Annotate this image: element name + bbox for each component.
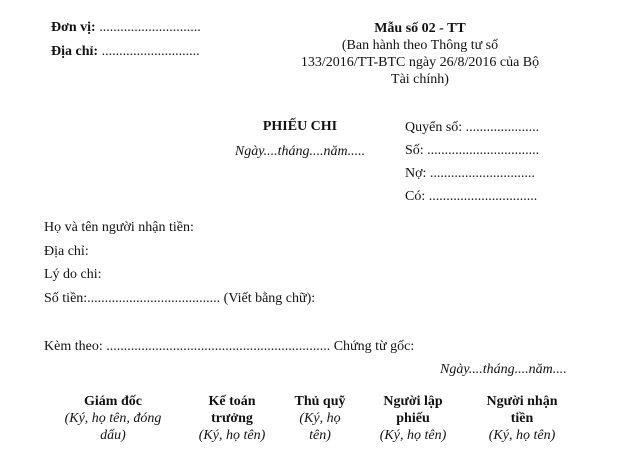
page-title: PHIẾU CHI <box>262 119 338 134</box>
unit-field <box>51 19 201 37</box>
issued-line-3: Tài chính) <box>391 72 449 87</box>
issued-line-1: (Ban hành theo Thông tư số <box>341 38 499 53</box>
address-label: Địa chỉ: <box>51 44 99 59</box>
issued-line-2: 133/2016/TT-BTC ngày 26/8/2016 của Bộ <box>300 55 540 70</box>
sign-date: Ngày....tháng....năm.... <box>440 362 567 377</box>
attached-docs: Kèm theo: ................................................................ Chứng từ gốc: <box>44 339 415 354</box>
signature-note: (Ký, họ tên) <box>198 428 266 443</box>
form-code: Mẫu số 02 - TT <box>374 21 466 36</box>
recipient-name: Họ và tên người nhận tiền: <box>44 220 194 235</box>
signature-recipient <box>476 393 568 444</box>
debit-account: Nợ: .............................. <box>405 166 535 181</box>
voucher-number: Số: ................................ <box>405 143 540 158</box>
title-date: Ngày....tháng....năm..... <box>234 144 366 159</box>
address-value: ............................ <box>98 44 200 59</box>
recipient-address: Địa chỉ: <box>44 244 89 259</box>
signature-director <box>58 393 168 444</box>
signature-cashier <box>287 393 353 444</box>
book-number: Quyển số: ..................... <box>405 120 540 135</box>
address-field <box>51 43 200 61</box>
unit-value: ............................. <box>95 20 201 35</box>
signature-note: dấu) <box>100 428 126 443</box>
signature-title: Giám đốc <box>84 394 142 409</box>
signature-note: (Ký, họ tên) <box>379 428 447 443</box>
signature-title: tiền <box>510 411 534 426</box>
signature-note: tên) <box>309 428 331 443</box>
amount: Số tiền:...................................... (Viết bằng chữ): <box>44 291 316 306</box>
signature-chief-accountant <box>190 393 274 444</box>
signature-title: Người nhận <box>486 394 558 409</box>
signature-preparer <box>370 393 456 444</box>
signature-title: Người lập <box>383 394 443 409</box>
signature-title: phiếu <box>396 411 430 426</box>
payment-reason: Lý do chi: <box>44 267 102 282</box>
signature-note: (Ký, họ tên, đóng <box>64 411 162 426</box>
credit-account: Có: ............................... <box>405 189 538 204</box>
signature-title: Kế toán <box>208 394 256 409</box>
signature-title: trưởng <box>211 411 253 426</box>
signature-note: (Ký, họ <box>299 411 341 426</box>
signature-note: (Ký, họ tên) <box>488 428 556 443</box>
unit-label: Đơn vị: <box>51 20 96 35</box>
form-header <box>300 20 540 88</box>
signature-title: Thủ quỹ <box>294 394 346 409</box>
